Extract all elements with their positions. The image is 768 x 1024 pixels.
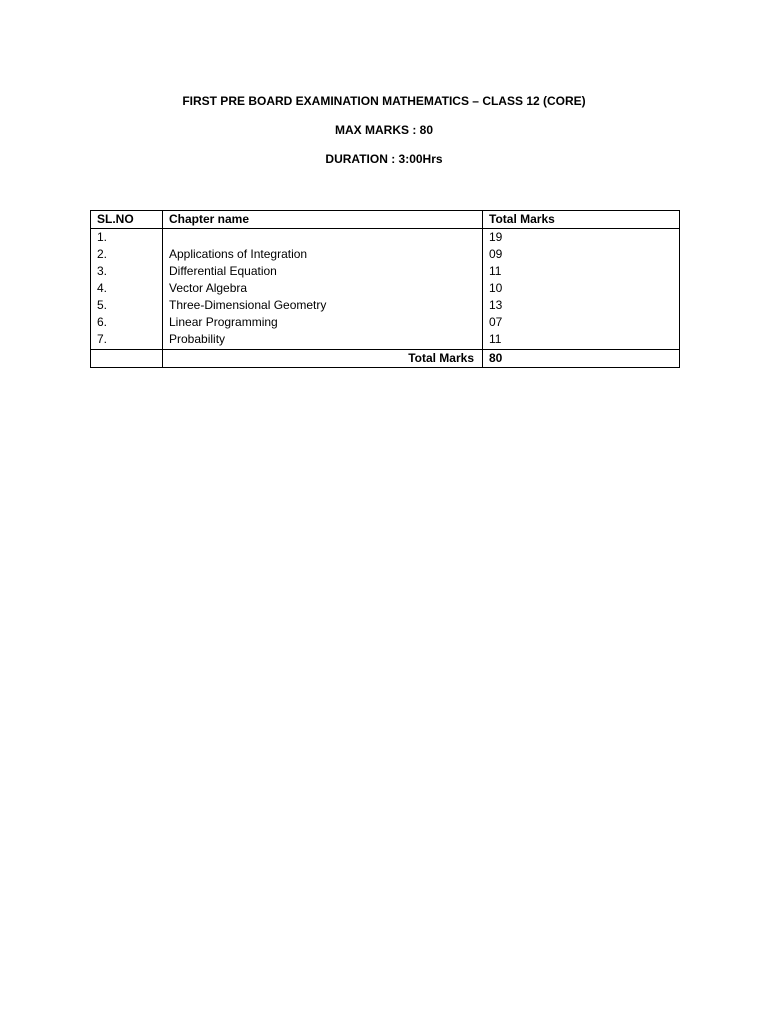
sl-no-cell: 4. (91, 280, 163, 297)
duration-line: DURATION : 3:00Hrs (325, 152, 443, 166)
marks-cell: 11 (483, 331, 680, 350)
total-marks-label: Total Marks (163, 350, 483, 368)
sl-no-cell: 3. (91, 263, 163, 280)
chapter-name-cell: Vector Algebra (163, 280, 483, 297)
table-header-row (91, 211, 680, 229)
total-empty-cell (91, 350, 163, 368)
column-header-sl-no: SL.NO (91, 211, 163, 229)
chapter-name-cell: Three-Dimensional Geometry (163, 297, 483, 314)
chapter-name-cell: Differential Equation (163, 263, 483, 280)
sl-no-cell: 7. (91, 331, 163, 350)
chapter-name-cell (163, 229, 483, 247)
table-row (91, 297, 680, 314)
chapter-name-cell: Applications of Integration (163, 246, 483, 263)
total-marks-value: 80 (483, 350, 680, 368)
total-row (91, 350, 680, 368)
table-row (91, 280, 680, 297)
marks-cell: 07 (483, 314, 680, 331)
table-row (91, 331, 680, 350)
chapter-name-cell: Linear Programming (163, 314, 483, 331)
sl-no-cell: 1. (91, 229, 163, 247)
table-row (91, 314, 680, 331)
marks-distribution-table (90, 210, 680, 368)
column-header-total-marks: Total Marks (483, 211, 680, 229)
marks-cell: 19 (483, 229, 680, 247)
column-header-chapter-name: Chapter name (163, 211, 483, 229)
sl-no-cell: 6. (91, 314, 163, 331)
sl-no-cell: 2. (91, 246, 163, 263)
marks-cell: 11 (483, 263, 680, 280)
table-row (91, 229, 680, 247)
sl-no-cell: 5. (91, 297, 163, 314)
table-row (91, 246, 680, 263)
marks-cell: 13 (483, 297, 680, 314)
marks-cell: 10 (483, 280, 680, 297)
max-marks-line: MAX MARKS : 80 (334, 123, 433, 137)
marks-cell: 09 (483, 246, 680, 263)
exam-title: FIRST PRE BOARD EXAMINATION MATHEMATICS – CLASS 12 (CORE) (182, 94, 586, 108)
chapter-name-cell: Probability (163, 331, 483, 350)
table-row (91, 263, 680, 280)
